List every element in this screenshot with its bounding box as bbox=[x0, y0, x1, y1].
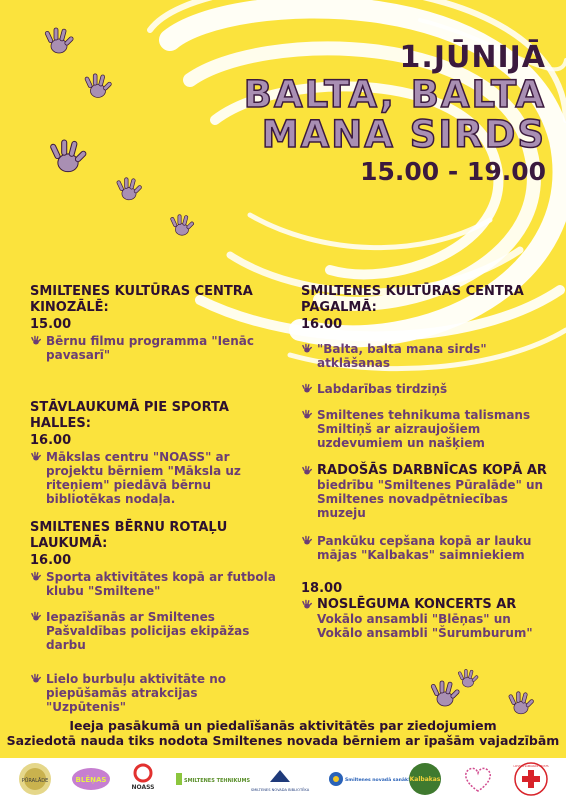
hand-print-icon bbox=[456, 668, 480, 692]
sanak-logo-icon bbox=[328, 766, 410, 792]
hand-bullet-icon bbox=[301, 465, 313, 477]
left-column bbox=[30, 284, 280, 730]
logo-red-cross bbox=[513, 761, 549, 797]
section-title: STĀVLAUKUMĀ PIE SPORTA HALLES: bbox=[30, 400, 229, 431]
section-time: 16.00 bbox=[30, 433, 72, 448]
heart-logo-icon bbox=[461, 764, 495, 794]
item-text: Labdarības tirdziņš bbox=[317, 382, 448, 396]
logo-blenas bbox=[71, 766, 111, 792]
hand-bullet-icon bbox=[301, 343, 313, 355]
item-heading: RADOŠĀS DARBNĪCAS KOPĀ AR bbox=[317, 463, 547, 478]
svg-text:SMILTENES TEHNIKUMS: SMILTENES TEHNIKUMS bbox=[184, 778, 251, 784]
logo-noass bbox=[128, 761, 158, 797]
section-title: SMILTENES BĒRNU ROTAĻU LAUKUMĀ: bbox=[30, 520, 228, 551]
event-title-line1: BALTA, BALTA bbox=[243, 73, 546, 116]
item-text: biedrību "Smiltenes Pūralāde" un Smiltenes novadpētniecības muzeju bbox=[317, 478, 544, 520]
hand-print-icon bbox=[168, 212, 196, 242]
hand-bullet-icon bbox=[30, 571, 42, 583]
item-text: Mākslas centru "NOASS" ar projektu bērniem "Māksla uz riteņiem" piedāvā bērnu bibliotēkas nodaļa. bbox=[46, 450, 241, 506]
list-item bbox=[301, 382, 551, 396]
section-sporta-halle bbox=[30, 400, 280, 506]
kalbakas-logo-icon bbox=[407, 761, 443, 797]
section-time: 16.00 bbox=[30, 553, 72, 568]
hand-print-icon bbox=[82, 72, 114, 104]
logo-biblioteka bbox=[250, 764, 310, 794]
section-rotalu-laukums bbox=[30, 520, 280, 714]
hand-print-icon bbox=[42, 28, 76, 58]
list-item bbox=[30, 450, 280, 506]
footer-note bbox=[0, 718, 566, 748]
logo-puralade bbox=[17, 761, 53, 797]
event-title-line2: MANA SIRDS bbox=[261, 113, 546, 156]
section-time-concert: 18.00 bbox=[301, 581, 343, 596]
right-column bbox=[301, 284, 551, 652]
list-item bbox=[30, 672, 280, 714]
hand-bullet-icon bbox=[301, 409, 313, 421]
item-text: Lielo burbuļu aktivitāte no piepūšamās atrakcijas "Uzpūtenis" bbox=[46, 672, 226, 714]
item-text: "Balta, balta mana sirds" atklāšanas bbox=[317, 342, 487, 370]
svg-text:PŪRALĀDE: PŪRALĀDE bbox=[21, 778, 49, 784]
section-kinozale bbox=[30, 284, 280, 362]
hand-print-icon bbox=[44, 140, 92, 178]
biblioteka-logo-icon bbox=[250, 764, 310, 794]
logo-tehnikums bbox=[176, 767, 251, 791]
hand-bullet-icon bbox=[301, 383, 313, 395]
svg-text:SMILTENES NOVADA BIBLIOTĒKA: SMILTENES NOVADA BIBLIOTĒKA bbox=[250, 788, 310, 792]
svg-text:LATVIJAS SARKANAIS KRUSTS: LATVIJAS SARKANAIS KRUSTS bbox=[513, 765, 549, 768]
item-text: Iepazīšanās ar Smiltenes Pašvaldības policijas ekipāžas darbu bbox=[46, 610, 250, 652]
item-text: Smiltenes tehnikuma talismans Smiltiņš ar aizraujošiem uzdevumiem un našķiem bbox=[317, 408, 531, 450]
hand-bullet-icon bbox=[30, 673, 42, 685]
svg-text:Kalbakas: Kalbakas bbox=[410, 776, 441, 783]
section-title: SMILTENES KULTŪRAS CENTRA KINOZĀLĒ: bbox=[30, 284, 253, 315]
svg-text:NOASS: NOASS bbox=[131, 784, 155, 791]
item-text: Pankūku cepšana kopā ar lauku mājas "Kalbakas" saimniekiem bbox=[317, 534, 532, 562]
noass-logo-icon bbox=[128, 761, 158, 797]
hand-bullet-icon bbox=[30, 451, 42, 463]
footer-line2: Saziedotā nauda tiks nodota Smiltenes novada bērniem ar īpašām vajadzībām bbox=[6, 733, 560, 748]
red-cross-logo-icon bbox=[513, 761, 549, 797]
svg-text:BLĒŅAS: BLĒŅAS bbox=[75, 776, 107, 784]
list-item bbox=[30, 610, 280, 652]
list-item bbox=[301, 534, 551, 562]
section-time: 15.00 bbox=[30, 317, 72, 332]
hand-bullet-icon bbox=[301, 599, 313, 611]
hand-bullet-icon bbox=[30, 611, 42, 623]
svg-text:Smiltenes novadā sanāk!: Smiltenes novadā sanāk! bbox=[344, 778, 410, 783]
footer-line1: Ieeja pasākumā un piedalīšanās aktivitātēs par ziedojumiem bbox=[69, 718, 497, 733]
list-item bbox=[301, 464, 551, 520]
logo-kalbakas bbox=[407, 761, 443, 797]
list-item bbox=[301, 598, 551, 640]
section-title: SMILTENES KULTŪRAS CENTRA PAGALMĀ: bbox=[301, 284, 524, 315]
item-text: Sporta aktivitātes kopā ar futbola klubu "Smiltene" bbox=[46, 570, 276, 598]
hand-bullet-icon bbox=[30, 335, 42, 347]
list-item bbox=[301, 408, 551, 450]
section-time: 16.00 bbox=[301, 317, 343, 332]
sponsor-logos bbox=[0, 758, 566, 800]
list-item bbox=[301, 342, 551, 370]
list-item bbox=[30, 570, 280, 598]
puralade-logo-icon bbox=[17, 761, 53, 797]
logo-heart bbox=[461, 764, 495, 794]
tehnikums-logo-icon bbox=[176, 767, 251, 791]
item-text: Bērnu filmu programma "Ienāc pavasarī" bbox=[46, 334, 254, 362]
hand-print-icon bbox=[506, 690, 536, 720]
item-text: Vokālo ansambli "Blēņas" un Vokālo ansambli "Šurumburum" bbox=[317, 612, 533, 640]
event-date: 1.JŪNIJĀ bbox=[399, 40, 546, 75]
hand-bullet-icon bbox=[301, 535, 313, 547]
logo-sanak bbox=[328, 766, 410, 792]
item-heading: NOSLĒGUMA KONCERTS AR bbox=[317, 597, 517, 612]
event-time: 15.00 - 19.00 bbox=[360, 157, 546, 186]
blenas-logo-icon bbox=[71, 766, 111, 792]
event-header bbox=[126, 40, 546, 186]
list-item bbox=[30, 334, 280, 362]
